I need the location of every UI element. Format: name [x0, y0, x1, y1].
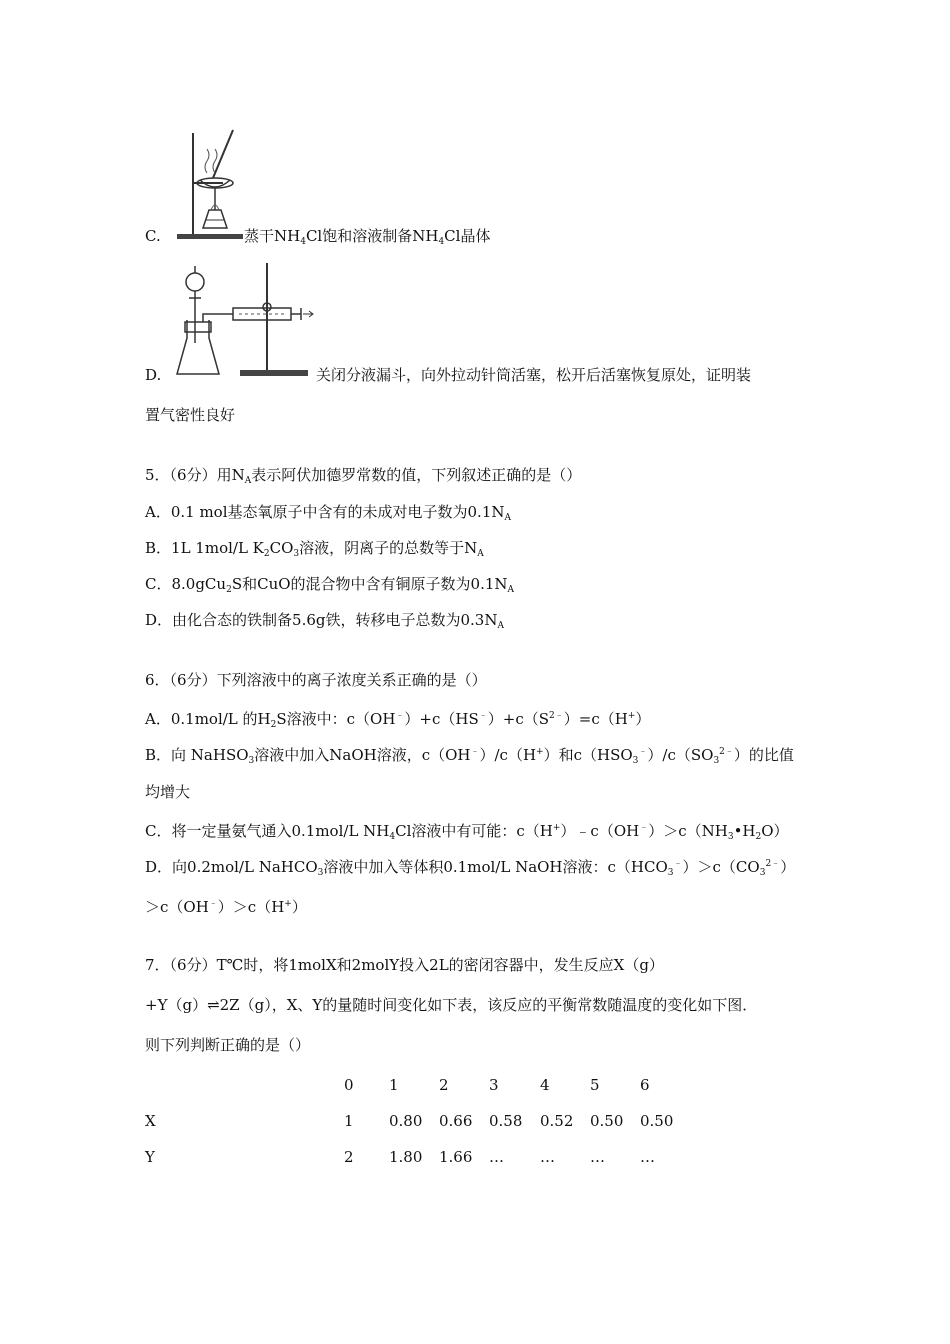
q5-option-a: A．0.1 mol基态氧原子中含有的未成对电子数为$0.1N_A$ — [145, 503, 511, 523]
q7-stem-line3: 则下列判断正确的是（） — [145, 1036, 311, 1054]
table-cell: 1.66 — [439, 1148, 473, 1166]
table-cell: 0.80 — [389, 1112, 423, 1130]
q6-option-c: C．将一定量氨气通入0.1mol/L $NH_4Cl$溶液中有可能：$c(H^+)﹣c(OH^﹣)>c(NH_3•H_2O)$ — [145, 822, 789, 842]
airtightness-apparatus-figure — [175, 258, 315, 382]
q7-stem-line2: +Y（g）⇌2Z（g），X、Y的量随时间变化如下表，该反应的平衡常数随温度的变化如下图． — [145, 996, 758, 1014]
table-cell: … — [640, 1148, 655, 1166]
table-cell: … — [489, 1148, 504, 1166]
table-header-cell: 6 — [640, 1076, 650, 1094]
table-cell: 1 — [344, 1112, 354, 1130]
q4-option-d-text-line1: 关闭分液漏斗，向外拉动针筒活塞，松开后活塞恢复原处，证明装 — [316, 366, 752, 384]
q6-option-a: A．0.1mol/L 的$H_2S$溶液中：$c(OH^﹣)+c(HS^﹣)+c(S^{2﹣})=c(H^+)$ — [145, 710, 651, 730]
q4-option-d-text-line2: 置气密性良好 — [145, 406, 236, 424]
table-header-cell: 5 — [590, 1076, 600, 1094]
table-cell: … — [590, 1148, 605, 1166]
evaporation-apparatus-figure — [175, 128, 245, 243]
table-header-cell: 2 — [439, 1076, 449, 1094]
q7-stem-line1: 7．（6分）T℃时，将1molX和2molY投入2L的密闭容器中，发生反应X（g） — [145, 956, 664, 974]
table-row-label-y: Y — [145, 1148, 155, 1166]
q6-option-d-line1: D．向0.2mol/L NaHCO$_3$溶液中加入等体积0.1mol/L NaOH溶液：$c(HCO_3^﹣)>c(CO_3^{2﹣})$ — [145, 858, 796, 878]
q6-option-d-line2: ＞c（OH﹣）＞c（H+） — [145, 898, 307, 916]
table-cell: … — [540, 1148, 555, 1166]
q5-option-b: B．1L 1mol/L $K_2CO_3$溶液，阴离子的总数等于$N_A$ — [145, 539, 484, 559]
q6-option-b-line1: B．向 NaHSO$_3$溶液中加入NaOH溶液，c（OH﹣）/c（H+）和$c(HSO_3^﹣)/c(SO_3^{2﹣})$的比值 — [145, 746, 794, 766]
q6-stem: 6．（6分）下列溶液中的离子浓度关系正确的是（） — [145, 671, 487, 689]
table-cell: 2 — [344, 1148, 354, 1166]
table-cell: 1.80 — [389, 1148, 423, 1166]
table-row-label-x: X — [145, 1112, 156, 1130]
table-header-cell: 0 — [344, 1076, 354, 1094]
q5-option-c: C．8.0gCu$_2$S和CuO的混合物中含有铜原子数为$0.1N_A$ — [145, 575, 515, 595]
table-header-cell: 4 — [540, 1076, 550, 1094]
q4-option-c-label: C. — [145, 227, 161, 245]
table-cell: 0.50 — [640, 1112, 674, 1130]
table-cell: 0.50 — [590, 1112, 624, 1130]
table-cell: 0.58 — [489, 1112, 523, 1130]
q4-option-c-text: 蒸干$NH_4Cl$饱和溶液制备$NH_4Cl$晶体 — [244, 227, 491, 247]
q5-option-d: D．由化合态的铁制备5.6g铁，转移电子总数为$0.3N_A$ — [145, 611, 504, 631]
q4-option-d-label: D. — [145, 366, 162, 384]
table-header-cell: 1 — [389, 1076, 399, 1094]
q5-stem: 5．（6分）用$N_A$表示阿伏加德罗常数的值，下列叙述正确的是（） — [145, 466, 582, 486]
q6-option-b-line2: 均增大 — [145, 783, 191, 801]
table-cell: 0.52 — [540, 1112, 574, 1130]
table-cell: 0.66 — [439, 1112, 473, 1130]
table-header-cell: 3 — [489, 1076, 499, 1094]
